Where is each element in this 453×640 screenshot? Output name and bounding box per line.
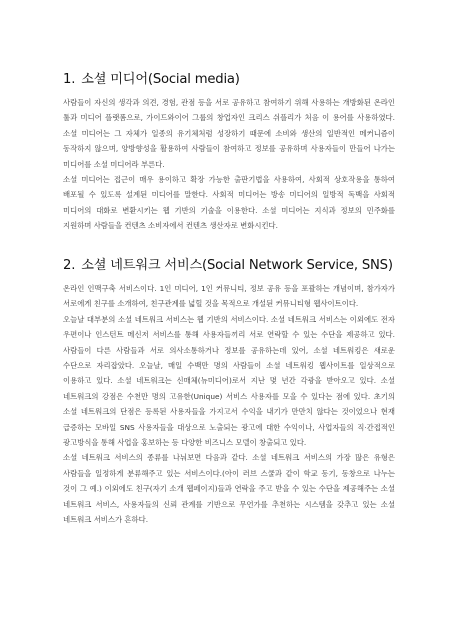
section-title: 소셜 미디어(Social media) — [81, 72, 240, 87]
section-heading — [63, 72, 395, 88]
section-sns — [63, 258, 395, 528]
section-social-media — [63, 72, 395, 234]
section-title: 소셜 네트워크 서비스(Social Network Service, SNS) — [81, 258, 393, 273]
section-heading — [63, 258, 395, 274]
section-number: 1. — [63, 72, 76, 87]
paragraph: 소셜 미디어는 접근이 매우 용이하고 확장 가능한 출판기법을 사용하여, 사회적 상호작용을 통하여 배포될 수 있도록 설계된 미디어를 말한다. 사회적 미디어는 방송 미디어의 일방적 독백을 사회적 미디어의 대화로 변환시키는 웹 기반의 기술을 이용한다. 소셜 미디어는 지식과 정보의 민주화를 지원하며 사람들을 컨텐츠 소비자에서 컨텐츠 생산자로 변화시킨다. — [63, 175, 395, 231]
document-page — [63, 72, 395, 525]
paragraph: 오늘날 대부분의 소셜 네트워크 서비스는 웹 기반의 서비스이다. 소셜 네트워크 서비스는 이외에도 전자 우편이나 인스턴트 메신저 서비스를 통해 사용자들끼리 서로 연락할 수 있는 수단을 제공하고 있다. 사람들이 다른 사람들과 서로 의사소통하거나 정보를 공유하는데 있어, 소셜 네트워킹은 새로운 수단으로 자리잡았다. 오늘날, 매일 수백만 명의 사람들이 소셜 네트워킹 웹사이트를 일상적으로 이용하고 있다. 소셜 네트워크는 신매체(뉴미디어)로서 지난 몇 년간 각광을 받아오고 있다. 소셜 네트워크의 강점은 수천만 명의 고유한(Unique) 서비스 사용자를 모을 수 있다는 점에 있다. 초기의 소셜 네트워크의 단점은 등록된 사용자들을 가지고서 수익을 내기가 만만치 않다는 것이었으나 현재 급증하는 모바일 SNS 사용자들을 대상으로 노출되는 광고에 대한 수익이나, 사업자들의 직·간접적인 광고방식을 통해 사업을 홍보하는 등 다양한 비즈니스 모델이 창출되고 있다. — [63, 314, 395, 448]
paragraph: 소셜 네트워크 서비스의 종류를 나눠보면 다음과 같다. 소셜 네트워크 서비스의 가장 많은 유형은 사람들을 일정하게 분류해주고 있는 서비스이다.(아이 러브 스쿨과 같이 학교 동기, 동창으로 나누는 것이 그 예.) 이외에도 친구(자기 소개 웹페이지)들과 연락을 주고 받을 수 있는 수단을 제공해주는 소셜 네트워크 서비스, 사용자들의 신뢰 관계를 기반으로 무언가를 추천하는 시스템을 갖추고 있는 소셜 네트워크 서비스가 흔하다. — [63, 453, 395, 525]
paragraph: 온라인 인맥구축 서비스이다. 1인 미디어, 1인 커뮤니티, 정보 공유 등을 포괄하는 개념이며, 참가자가 서로에게 친구를 소개하여, 친구관계를 넓힐 것을 목적으로 개설된 커뮤니티형 웹사이트이다. — [63, 284, 395, 309]
section-number: 2. — [63, 258, 76, 273]
paragraph: 사람들이 자신의 생각과 의견, 경험, 관점 등을 서로 공유하고 참여하기 위해 사용하는 개방화된 온라인 툴과 미디어 플랫폼으로, 가이드와이어 그룹의 창업자인 크리스 쉬플리가 처음 이 용어를 사용하였다. 소셜 미디어는 그 자체가 일종의 유기체처럼 성장하기 때문에 소비와 생산의 일반적인 메커니즘이 동작하지 않으며, 양방향성을 활용하여 사람들이 참여하고 정보를 공유하며 사용자들이 만들어 나가는 미디어를 소셜 미디어라 부른다. — [63, 98, 395, 169]
